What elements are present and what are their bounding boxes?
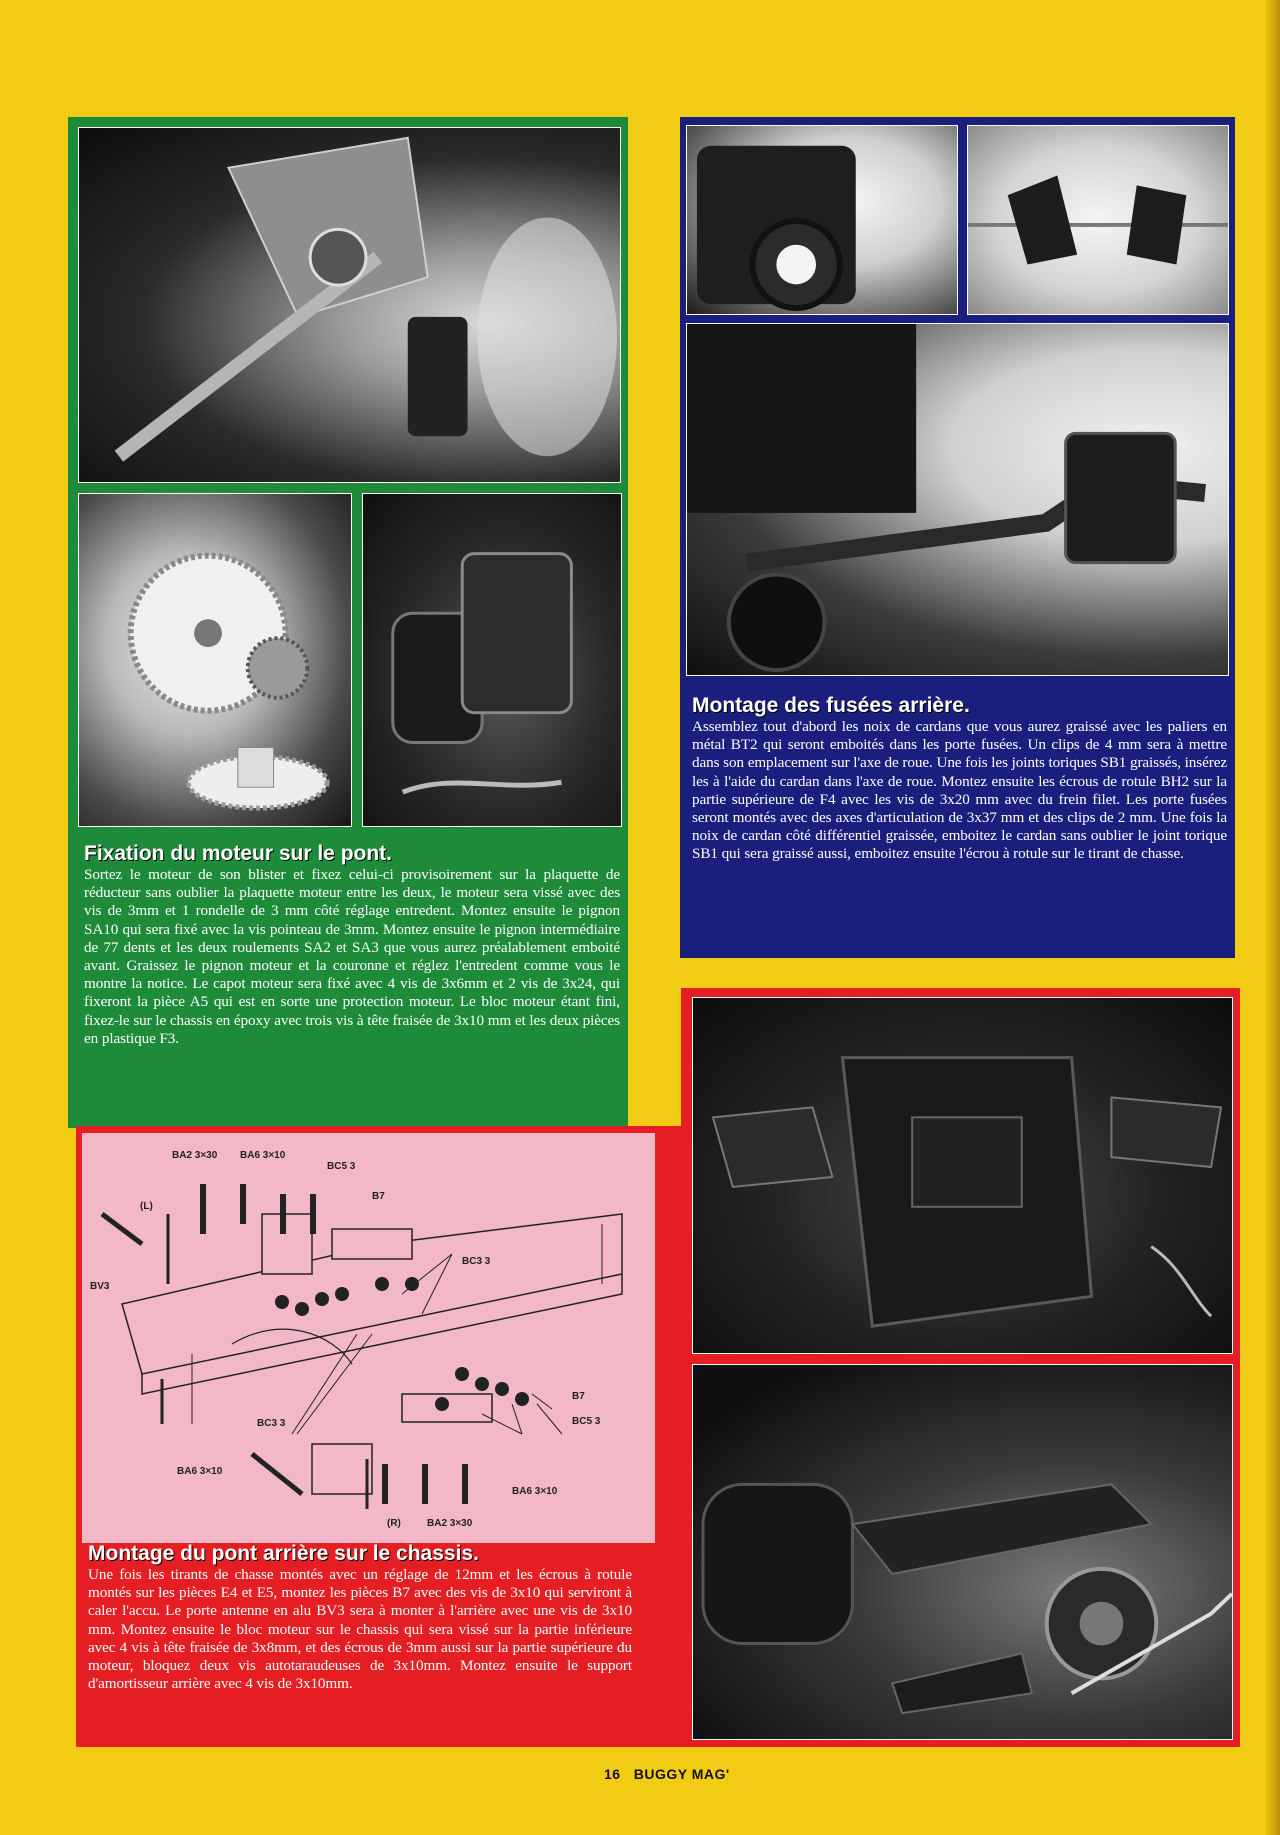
motor-section-body: Sortez le moteur de son blister et fixez celui-ci provisoirement sur la plaquette de réducteur sans oublier la plaquette moteur entre les deux, le moteur sera vissé avec des vis de 3mm et 1 rondelle de 3 mm côté réglage entredent. Montez ensuite le pignon SA10 qui sera fixé avec la vis pointeau de 3mm. Montez ensuite le pignon intermédiaire de 77 dents et les deux roulements SA2 et SA3 que vous aurez préalablement emboité avant. Graissez le pignon moteur et la couronne et réglez l'entredent comme vous le montre la notice. Le capot moteur sera fixé avec 4 vis de 3x6mm et 2 vis de 3x24, qui fixeront la pièce A5 qui est en sorte une protection moteur. Le bloc moteur étant fini, fixez-le sur le chassis en époxy avec trois vis à tête fraisée de 3x10 mm et les deux pièces en plastique F3. xyxy=(84,866,620,1047)
diagram-label-r: (R) xyxy=(387,1518,401,1529)
page-number: 16 xyxy=(604,1766,621,1782)
rear-hub-photo-closeup xyxy=(686,125,958,315)
diagram-label-ba6-left: BA6 3×10 xyxy=(177,1466,223,1477)
rear-hubs-section-body: Assemblez tout d'abord les noix de cardans que vous aurez graissé avec les paliers en métal BT2 qui seront emboités dans les porte fusées. Un clips de 4 mm sera à mettre dans son emplacement sur l'axe de roue. Une fois les joints toriques SB1 graissés, insérez les à l'aide du cardan dans l'axe de roue. Montez ensuite les écrous de rotule BH2 sur la partie supérieure de F4 avec les vis de 3x20 mm avec du frein filet. Les porte fusées seront montés avec des axes d'articulation de 3x37 mm et des clips de 2 mm. Une fois la noix de cardan côté différentiel graissée, emboitez le cardan sans oublier le joint torique SB1 qui sera graissé aussi, emboitez ensuite l'écrou à rotule sur le tirant de chasse. xyxy=(692,718,1227,863)
magazine-name: BUGGY MAG' xyxy=(633,1766,730,1782)
diagram-label-ba6-top: BA6 3×10 xyxy=(240,1150,286,1161)
rear-hubs-caption xyxy=(692,694,1227,864)
diagram-label-l: (L) xyxy=(140,1201,153,1212)
chassis-photo-underside xyxy=(692,997,1233,1354)
rear-axle-section-title: Montage du pont arrière sur le chassis. xyxy=(88,1542,479,1565)
rear-axle-section-body: Une fois les tirants de chasse montés avec un réglage de 12mm et les écrous à rotule montés sur les pièces E4 et E5, montez les pièces B7 avec des vis de 3x10 qui serviront à caler l'accu. Le porte antenne en alu BV3 sera à monter à l'arrière avec une vis de 3x10 mm. Montez ensuite le bloc moteur sur le chassis qui sera vissé sur la partie inférieure avec 4 vis à tête fraisée de 3x8mm, et des écrous de 3mm aussi sur la partie supérieure du moteur, bloquez deux vis autotaraudeuses de 3x10mm. Montez ensuite le support d'amortisseur arrière avec 4 vis de 3x10mm. xyxy=(88,1566,632,1693)
motor-photo-hand xyxy=(78,127,621,483)
diagram-label-bc3-left: BC3 3 xyxy=(257,1418,286,1429)
rear-hubs-section-title: Montage des fusées arrière. xyxy=(692,694,970,717)
page-footer xyxy=(604,1766,730,1782)
motor-photo-assembly xyxy=(362,493,622,827)
rear-hub-photo-pair xyxy=(967,125,1229,315)
page-edge xyxy=(1266,0,1280,1835)
diagram-label-ba6-bottom: BA6 3×10 xyxy=(512,1486,558,1497)
assembly-diagram xyxy=(82,1134,654,1542)
motor-section-title: Fixation du moteur sur le pont. xyxy=(84,842,393,865)
diagram-label-ba2-top: BA2 3×30 xyxy=(172,1150,218,1161)
diagram-label-bv3: BV3 xyxy=(90,1281,110,1292)
diagram-label-b7-top: B7 xyxy=(372,1191,385,1202)
rear-axle-caption xyxy=(88,1542,632,1693)
diagram-label-bc5-top: BC5 3 xyxy=(327,1161,356,1172)
rear-hub-photo-chassis xyxy=(686,323,1229,676)
diagram-label-ba2-bottom: BA2 3×30 xyxy=(427,1518,473,1529)
chassis-photo-side xyxy=(692,1364,1233,1740)
diagram-label-bc5-bottom: BC5 3 xyxy=(572,1416,601,1427)
diagram-label-bc3-right: BC3 3 xyxy=(462,1256,491,1267)
diagram-label-b7-bottom: B7 xyxy=(572,1391,585,1402)
motor-photo-gears xyxy=(78,493,352,827)
motor-caption xyxy=(84,842,620,1048)
